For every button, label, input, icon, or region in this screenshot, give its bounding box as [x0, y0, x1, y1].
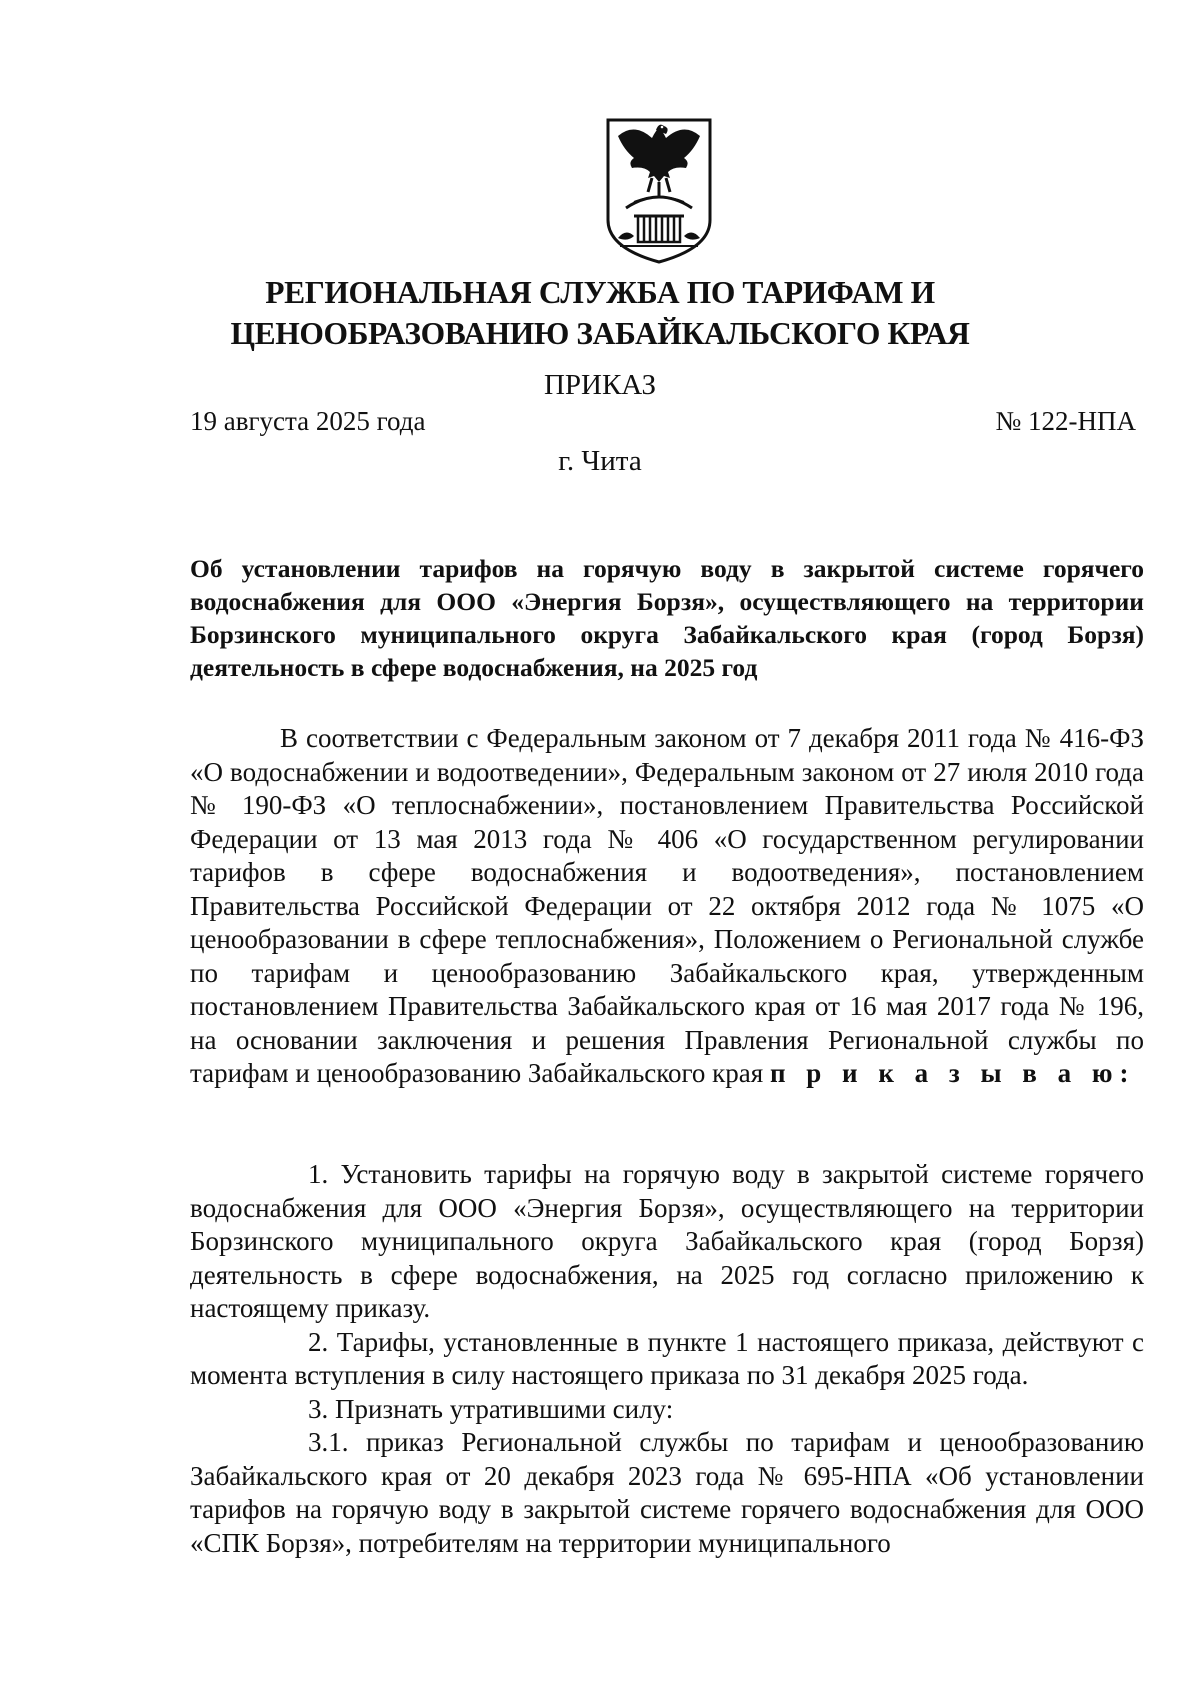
organization-name	[150, 272, 1050, 354]
organization-name-line-2: ЦЕНООБРАЗОВАНИЮ ЗАБАЙКАЛЬСКОГО КРАЯ	[230, 316, 970, 351]
organization-name-line-1: РЕГИОНАЛЬНАЯ СЛУЖБА ПО ТАРИФАМ И	[265, 275, 935, 310]
order-point-3-1: 3.1. приказ Региональной службы по тарифам и ценообразованию Забайкальского края от 20 декабря 2023 года № 695-НПА «Об установлении тарифов на горячую воду в закрытой системе горячего водоснабжения для ООО «СПК Борзя», потребителям на территории муниципального	[190, 1427, 1144, 1558]
order-keyword: п р и к а з ы в а ю:	[769, 1058, 1136, 1088]
order-points	[190, 1158, 1144, 1560]
document-date: 19 августа 2025 года	[190, 406, 426, 436]
document-subject: Об установлении тарифов на горячую воду в закрытой системе горячего водоснабжения для ООО «Энергия Борзя», осуществляющего на территории Борзинского муниципального округа Забайкальского края (город Борзя) деятельность в сфере водоснабжения, на 2025 год	[190, 554, 1144, 682]
order-point-1: 1. Установить тарифы на горячую воду в закрытой системе горячего водоснабжения для ООО «Энергия Борзя», осуществляющего на территории Борзинского муниципального округа Забайкальского края (город Борзя) деятельность в сфере водоснабжения, на 2025 год согласно приложению к настоящему приказу.	[190, 1159, 1144, 1323]
preamble	[190, 722, 1144, 1091]
order-point-2: 2. Тарифы, установленные в пункте 1 настоящего приказа, действуют с момента вступления в силу настоящего приказа по 31 декабря 2025 года.	[190, 1326, 1144, 1390]
preamble-paragraph	[190, 722, 1144, 1091]
document-city: г. Чита	[558, 445, 642, 477]
document-type: ПРИКАЗ	[543, 369, 657, 401]
order-point-3: 3. Признать утратившими силу:	[308, 1393, 674, 1424]
preamble-text: В соответствии с Федеральным законом от 7 декабря 2011 года № 416-ФЗ «О водоснабжении и водоотведении», Федеральным законом от 27 июля 2010 года № 190-ФЗ «О теплоснабжении», постановлением Правительства Российской Федерации от 13 мая 2013 года № 406 «О государственном регулировании тарифов в сфере водоснабжения и водоотведения», постановлением Правительства Российской Федерации от 22 октября 2012 года № 1075 «О ценообразовании в сфере теплоснабжения», Положением о Региональной службе по тарифам и ценообразованию Забайкальского края, утвержденным постановлением Правительства Забайкальского края от 16 мая 2017 года № 196, на основании заключения и решения Правления Региональной службы по тарифам и ценообразованию Забайкальского края	[190, 723, 1144, 1088]
document-number: № 122-НПА	[995, 406, 1136, 436]
coat-of-arms-icon	[604, 116, 714, 266]
